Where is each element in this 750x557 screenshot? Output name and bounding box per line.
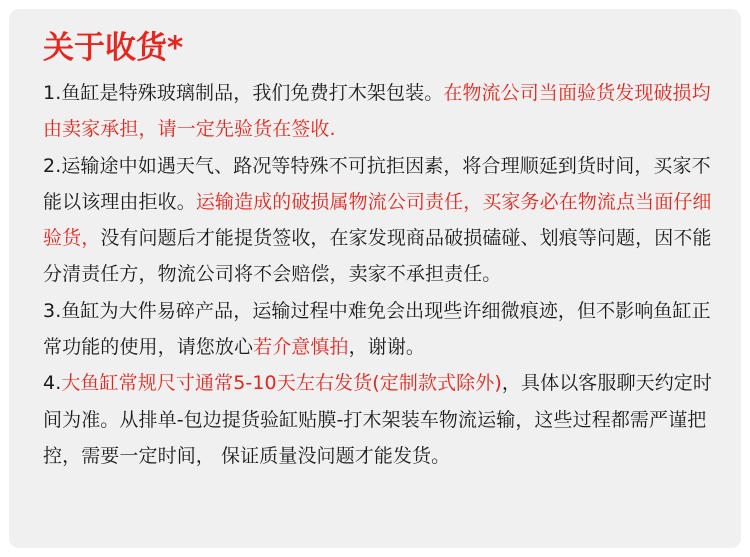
paragraph-3-text-end: ，谢谢。 <box>348 336 426 359</box>
paragraph-1 <box>43 75 721 148</box>
paragraph-2 <box>43 148 721 293</box>
paragraph-4 <box>43 365 721 474</box>
paragraph-3-text: 3.鱼缸为大件易碎产品，运输过程中难免会出现些许细微痕迹，但不影响鱼缸正常功能的使用，请您放心 <box>43 299 711 359</box>
paragraph-2-text: 2.运输途中如遇天气、路况等特殊不可抗拒因素，将合理顺延到货时间，买家不能以该理由拒收。 <box>43 154 711 213</box>
notice-card <box>9 9 741 548</box>
paragraph-2-text-end: 没有问题后才能提货签收，在家发现商品破损磕碰、划痕等问题，因不能分清责任方，物流公司将不会赔偿，卖家不承担责任。 <box>43 227 712 286</box>
paragraph-3 <box>43 293 721 366</box>
paragraph-1-highlight: 在物流公司当面验货发现破损均由卖家承担，请一定先验货在签收. <box>43 82 711 141</box>
paragraph-4-text-end: ，具体以客服聊天约定时间为准。从排单-包边提货验缸贴膜-打木架装车物流运输，这些过程都需严谨把控，需要一定时间， 保证质量没问题才能发货。 <box>43 372 712 467</box>
paragraph-3-highlight: 若介意慎拍 <box>253 336 349 359</box>
paragraph-4-text: 4. <box>43 372 62 395</box>
paragraph-1-text: 1.鱼缸是特殊玻璃制品，我们免费打木架包装。 <box>43 82 444 104</box>
paragraph-2-highlight: 运输造成的破损属物流公司责任，买家务必在物流点当面仔细验货， <box>43 190 712 250</box>
paragraph-4-highlight: 大鱼缸常规尺寸通常5-10天左右发货(定制款式除外) <box>61 372 502 395</box>
page-title: 关于收货* <box>43 30 184 66</box>
